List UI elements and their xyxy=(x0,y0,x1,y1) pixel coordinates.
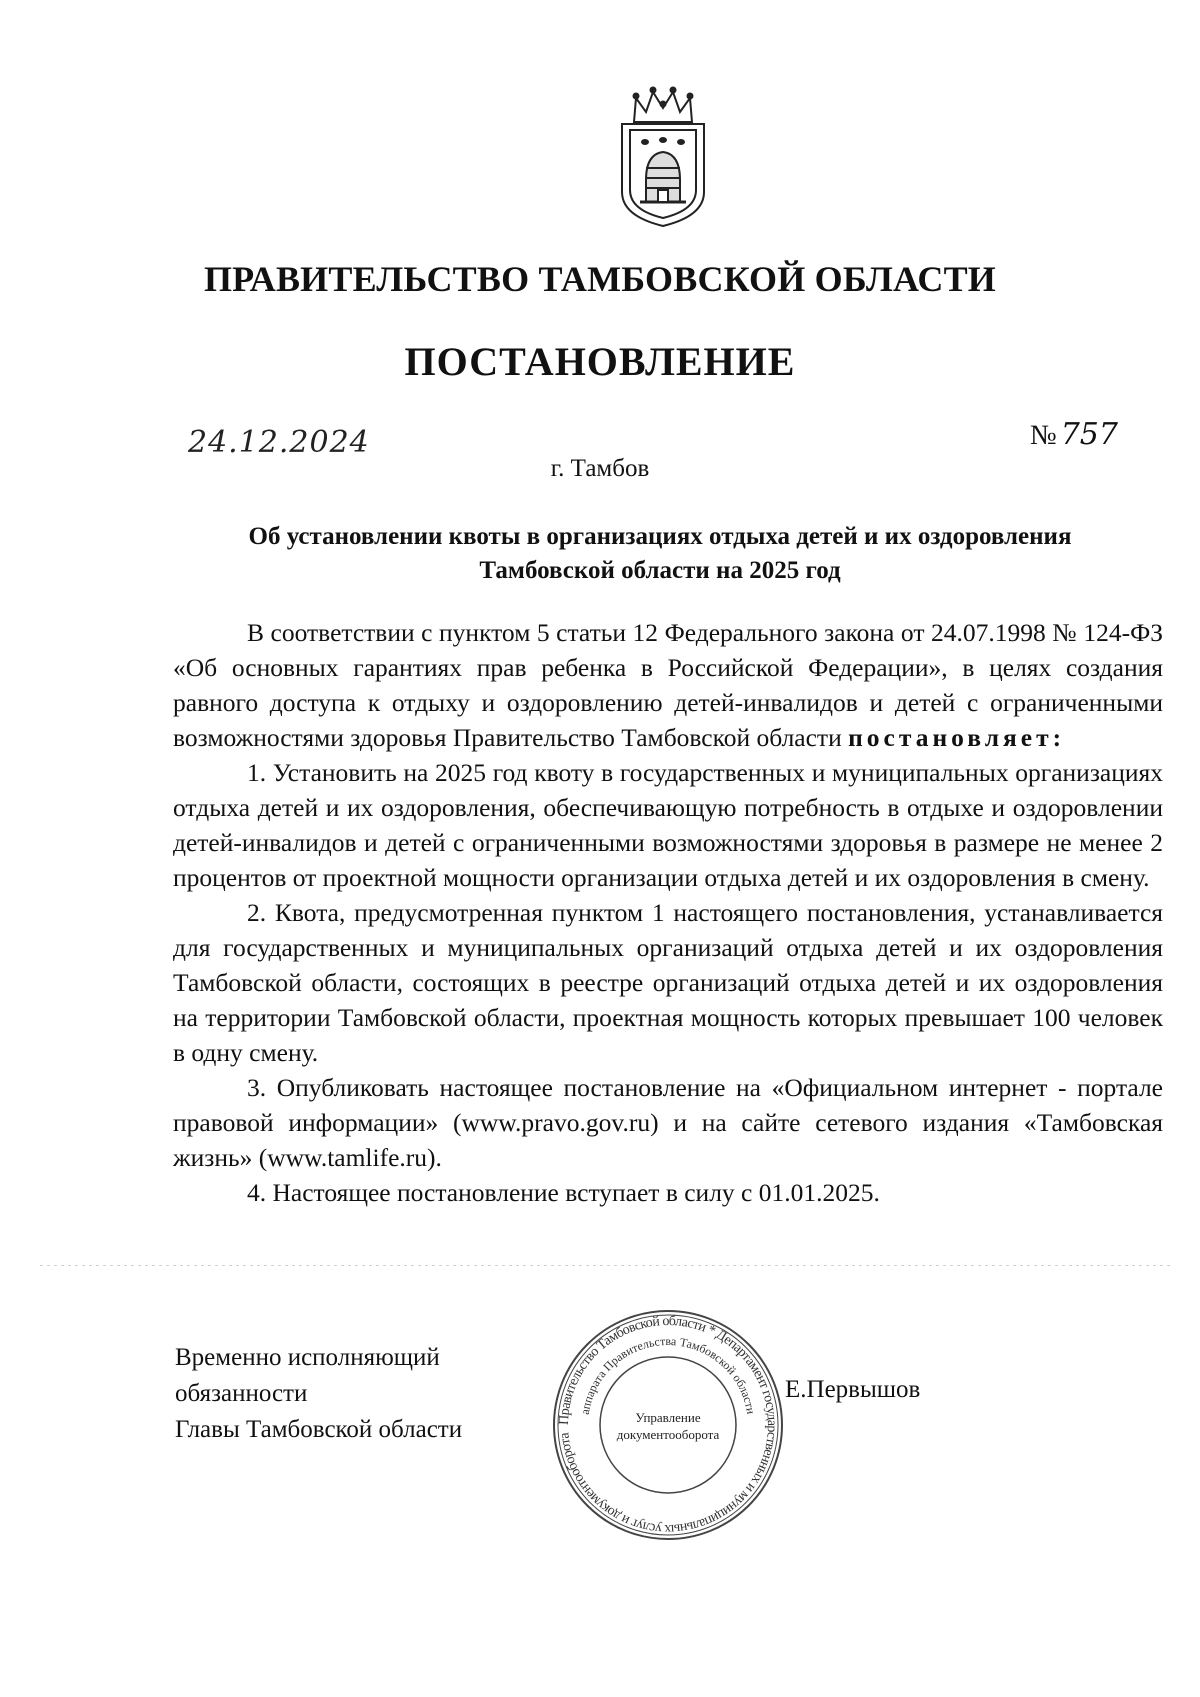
preamble-text: В соответствии с пунктом 5 статьи 12 Федерального закона от 24.07.1998 № 124-ФЗ «Об основных гарантиях прав ребенка в Российской Федерации», в целях создания равного доступа к отдыху и оздоровлению детей-инвалидов и детей с ограниченными возможностями здоровья Правительство Тамбовской области xyxy=(173,618,1163,752)
stamp-center-text xyxy=(608,1409,728,1443)
stamp-inner-text: аппарата Правительства Тамбовской области xyxy=(577,1333,759,1416)
document-title xyxy=(180,520,1140,588)
document-body xyxy=(173,615,1163,1210)
signer-position xyxy=(175,1340,575,1448)
stamp-center-line-2: документооборота xyxy=(616,1427,720,1442)
organization-name: ПРАВИТЕЛЬСТВО ТАМБОВСКОЙ ОБЛАСТИ xyxy=(203,259,997,299)
document-date: 24.12.2024 xyxy=(188,425,370,460)
item-2: 2. Квота, предусмотренная пунктом 1 настоящего постановления, устанавливается для государственных и муниципальных организаций отдыха детей и их оздоровления Тамбовской области, состоящих в реестре организаций отдыха детей и их оздоровления на территории Тамбовской области, проектная мощность которых превышает 100 человек в одну смену. xyxy=(173,898,1163,1067)
number-label: № xyxy=(1030,420,1057,451)
decree-word: постановляет: xyxy=(848,723,1066,752)
stamp-outer-text: Правительство Тамбовской области * Департамент государственных и муниципальных услуг и документооборота xyxy=(556,1313,780,1537)
official-stamp xyxy=(548,1305,788,1545)
item-3: 3. Опубликовать настоящее постановление на «Официальном интернет - портале правовой информации» (www.pravo.gov.ru) и на сайте сетевого издания «Тамбовская жизнь» (www.tamlife.ru). xyxy=(173,1073,1163,1172)
preamble-paragraph xyxy=(173,615,1163,755)
city: г. Тамбов xyxy=(550,455,650,482)
signer-position-line-1: Временно исполняющий обязанности xyxy=(175,1344,440,1407)
document-type: ПОСТАНОВЛЕНИЕ xyxy=(404,339,796,384)
scan-dotted-line xyxy=(40,1265,1170,1267)
coat-of-arms-emblem xyxy=(612,84,714,232)
item-1: 1. Установить на 2025 год квоту в государственных и муниципальных организациях отдыха детей и их оздоровления, обеспечивающую потребность в отдыхе и оздоровлении детей-инвалидов и детей с ограниченными возможностями здоровья в размере не менее 2 процентов от проектной мощности организации отдыха детей и их оздоровления в смену. xyxy=(173,758,1163,892)
signer-position-line-2: Главы Тамбовской области xyxy=(175,1416,463,1443)
stamp-center-line-1: Управление xyxy=(635,1410,701,1425)
number-value: 757 xyxy=(1060,417,1118,452)
signer-name: Е.Первышов xyxy=(785,1376,921,1403)
document-number xyxy=(1030,417,1118,452)
title-line-1: Об установлении квоты в организациях отдыха детей и их оздоровления xyxy=(248,523,1072,550)
title-line-2: Тамбовской области на 2025 год xyxy=(479,557,841,584)
item-4: 4. Настоящее постановление вступает в силу с 01.01.2025. xyxy=(247,1178,880,1207)
